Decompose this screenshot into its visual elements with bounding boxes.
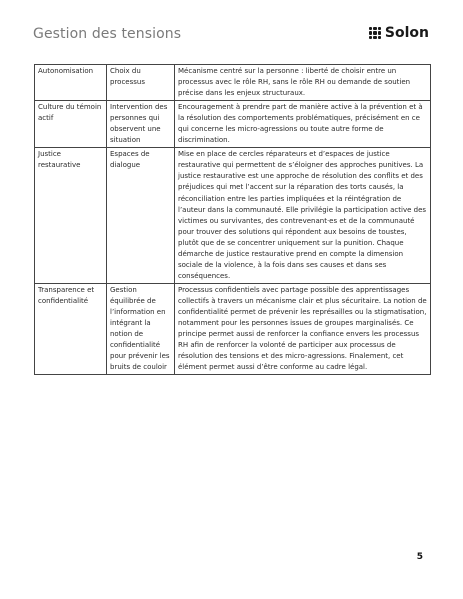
row-category: Transparence et confidentialité [35, 283, 107, 374]
page-number: 5 [416, 552, 423, 562]
solon-grid-icon [369, 27, 381, 39]
row-mechanism: Choix du processus [107, 65, 175, 101]
brand-name: Solon [384, 25, 429, 41]
brand [369, 25, 429, 41]
row-description: Encouragement à prendre part de manière active à la prévention et à la résolution des comportements problématiques, précisément en ce qui concerne les micro-agressions ou toute autre forme de discrimination. [175, 101, 431, 148]
page-header-title: Gestion des tensions [33, 26, 182, 42]
table-row [35, 101, 431, 148]
row-description: Mise en place de cercles réparateurs et d’espaces de justice restaurative qui permettent de s’éloigner des approches punitives. La justice restaurative est une approche de résolution des conflits et des préjudices qui met l’accent sur la réparation des torts causés, la réconciliation entre les parties impliquées et la réintégration de l’auteur dans la communauté. Elle privilégie la participation active des victimes ou survivantes, des contrevenant·es et de la communauté pour trouver des solutions qui répondent aux besoins de toustes, plutôt que de se concentrer uniquement sur la punition. Chaque démarche de justice restaurative prend en compte la dimension sociale de la violence, à la fois dans ses causes et dans ses conséquences. [175, 148, 431, 284]
row-category: Justice restaurative [35, 148, 107, 284]
table-row [35, 148, 431, 284]
row-category: Culture du témoin actif [35, 101, 107, 148]
row-category: Autonomisation [35, 65, 107, 101]
row-mechanism: Gestion équilibrée de l’information en intégrant la notion de confidentialité pour prévenir les bruits de couloir [107, 283, 175, 374]
row-description: Mécanisme centré sur la personne : liberté de choisir entre un processus avec le rôle RH, sans le rôle RH ou demande de soutien précise dans les enjeux structuraux. [175, 65, 431, 101]
row-mechanism: Espaces de dialogue [107, 148, 175, 284]
table-row [35, 65, 431, 101]
tensions-table [34, 64, 431, 375]
table-row [35, 283, 431, 374]
row-description: Processus confidentiels avec partage possible des apprentissages collectifs à travers un mécanisme clair et plus sécuritaire. La notion de confidentialité permet de prévenir les représailles ou la stigmatisation, notamment pour les personnes issues de groupes marginalisés. Ce principe permet aussi de renforcer la confiance envers les processus RH afin de renforcer la volonté de participer aux processus de résolution des tensions et des micro-agressions. Finalement, cet élément permet aussi d’être conforme au cadre légal. [175, 283, 431, 374]
row-mechanism: Intervention des personnes qui observent une situation [107, 101, 175, 148]
